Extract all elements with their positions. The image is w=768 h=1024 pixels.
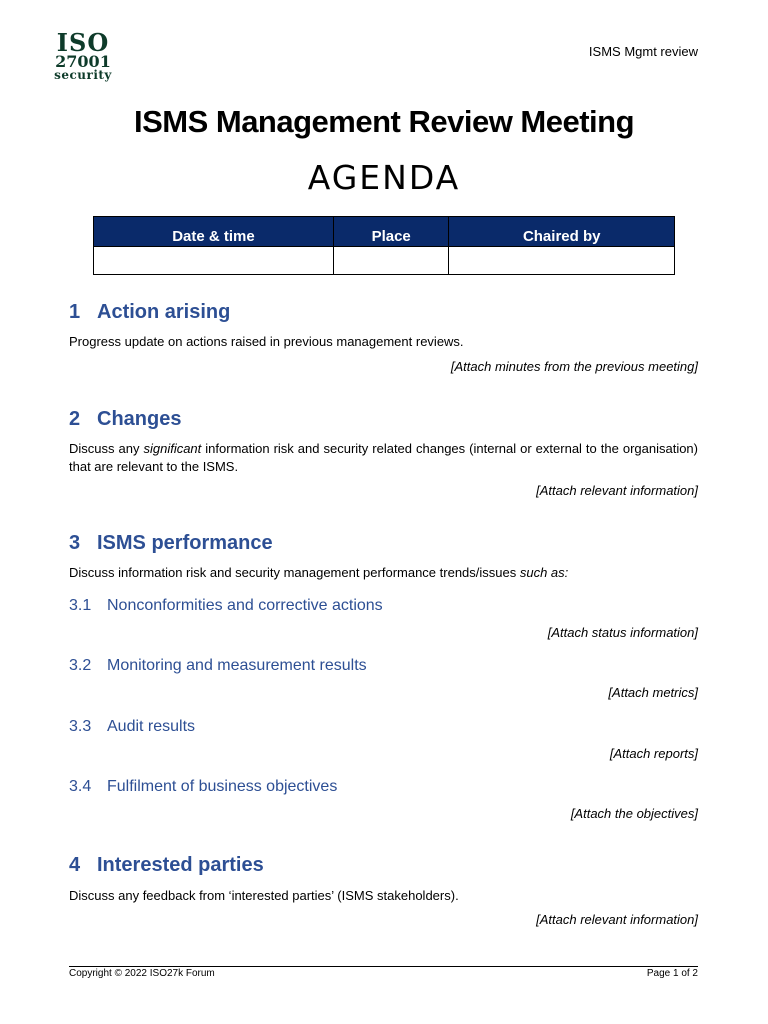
- attach-note-business-objectives: [Attach the objectives]: [570, 806, 698, 821]
- subsection-number: 3.2: [69, 657, 92, 674]
- section-text-isms-performance: [69, 564, 698, 582]
- subsection-heading-business-objectives: [69, 778, 337, 796]
- logo-line-number: 27001: [55, 52, 111, 71]
- attach-note-interested-parties: [Attach relevant information]: [536, 912, 698, 927]
- logo-line-iso: ISO: [56, 28, 110, 57]
- subsection-number: 3.1: [69, 597, 92, 614]
- footer-copyright: Copyright © 2022 ISO27k Forum: [69, 968, 215, 979]
- iso27001-logo: [46, 28, 120, 82]
- table-header-row: [94, 217, 675, 247]
- subsection-number: 3.4: [69, 778, 92, 795]
- attach-note-audit-results: [Attach reports]: [609, 746, 698, 761]
- section-title: ISMS performance: [97, 532, 273, 554]
- header-date-time: Date & time: [94, 217, 334, 247]
- section-text-interested-parties: Discuss any feedback from ‘interested parties’ (ISMS stakeholders).: [69, 888, 459, 903]
- subsection-heading-audit-results: [69, 718, 195, 736]
- subsection-title: Monitoring and measurement results: [107, 657, 367, 674]
- header-document-label: ISMS Mgmt review: [588, 44, 698, 59]
- logo-line-security: security: [54, 68, 112, 82]
- footer-divider: [69, 966, 698, 967]
- cell-place: [333, 247, 448, 275]
- section-text-action-arising: Progress update on actions raised in previous management reviews.: [69, 334, 464, 349]
- header-place: Place: [333, 217, 448, 247]
- section-number: 3: [69, 532, 81, 554]
- subsection-title: Nonconformities and corrective actions: [107, 597, 383, 614]
- section-heading-isms-performance: [69, 532, 273, 555]
- section-heading-action-arising: [69, 301, 230, 324]
- footer-page-number: Page 1 of 2: [646, 968, 698, 979]
- emphasis-text: such as:: [519, 565, 569, 580]
- section-title: Action arising: [97, 301, 231, 323]
- attach-note-monitoring: [Attach metrics]: [608, 685, 698, 700]
- text-part: Discuss information risk and security management performance trends/issues: [69, 565, 520, 580]
- text-part: Discuss any: [69, 441, 144, 456]
- section-text-changes: [69, 440, 698, 476]
- page-subtitle: AGENDA: [307, 158, 461, 197]
- section-number: 2: [69, 408, 81, 430]
- subsection-heading-nonconformities: [69, 597, 383, 615]
- attach-note-action-arising: [Attach minutes from the previous meeting]: [450, 359, 698, 374]
- text-part: information risk and security related changes (internal or external to the organisation) that are relevant to the ISMS.: [69, 441, 698, 474]
- emphasis-text: significant: [143, 441, 202, 456]
- section-title: Changes: [97, 408, 182, 430]
- page-title: ISMS Management Review Meeting: [133, 104, 635, 139]
- table-row: [94, 247, 675, 275]
- subsection-number: 3.3: [69, 718, 92, 735]
- subsection-title: Audit results: [107, 718, 196, 735]
- header-chaired-by: Chaired by: [449, 217, 675, 247]
- cell-chaired-by: [449, 247, 675, 275]
- subsection-title: Fulfilment of business objectives: [107, 778, 338, 795]
- meeting-details-table: [93, 216, 675, 275]
- cell-date-time: [94, 247, 334, 275]
- section-heading-interested-parties: [69, 854, 264, 877]
- subsection-heading-monitoring: [69, 657, 367, 675]
- section-number: 1: [69, 301, 81, 323]
- attach-note-nonconformities: [Attach status information]: [547, 625, 698, 640]
- section-number: 4: [69, 854, 81, 876]
- attach-note-changes: [Attach relevant information]: [536, 483, 698, 498]
- section-heading-changes: [69, 408, 181, 431]
- section-title: Interested parties: [97, 854, 264, 876]
